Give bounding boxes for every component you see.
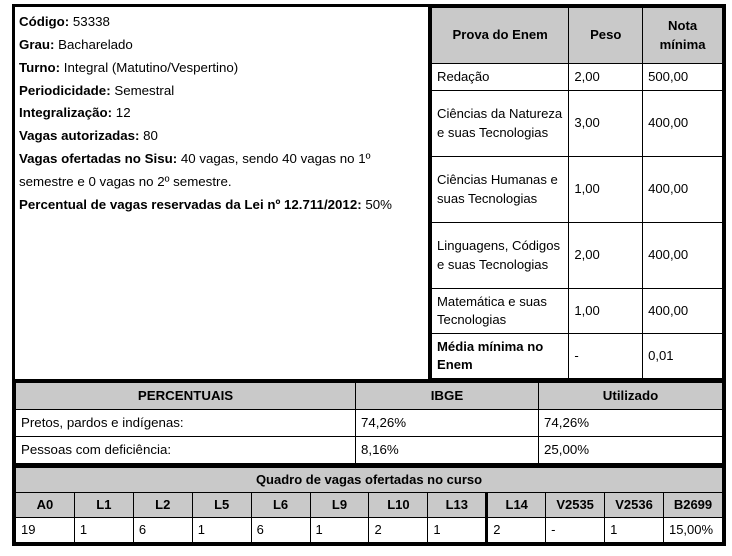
vagas-header-l14: L14 (487, 492, 546, 517)
info-line-integralizacao (19, 102, 426, 125)
percentuais-header-ibge: IBGE (356, 383, 539, 410)
percentuais-cell-label: Pessoas com deficiência: (16, 437, 356, 464)
vagas-header-l13: L13 (428, 492, 487, 517)
vagas-cell-l9: 1 (310, 517, 369, 542)
vagas-cell-a0: 19 (16, 517, 75, 542)
enem-row (432, 64, 723, 91)
percentuais-header-utilizado: Utilizado (539, 383, 723, 410)
percentuais-row (16, 437, 723, 464)
info-line-turno (19, 57, 426, 80)
percentuais-cell-utilizado: 25,00% (539, 437, 723, 464)
vagas-header-l5: L5 (192, 492, 251, 517)
enem-cell-prova: Ciências Humanas e suas Tecnologias (432, 157, 569, 223)
enem-cell-peso: - (569, 334, 643, 379)
enem-table (431, 7, 723, 379)
percentuais-cell-ibge: 74,26% (356, 410, 539, 437)
percentuais-cell-utilizado: 74,26% (539, 410, 723, 437)
enem-cell-peso: 1,00 (569, 289, 643, 334)
percentuais-row (16, 410, 723, 437)
info-value-grau: Bacharelado (54, 36, 133, 52)
info-value-turno: Integral (Matutino/Vespertino) (60, 59, 239, 75)
document-page (12, 4, 726, 552)
info-line-periodicidade (19, 80, 426, 103)
percentuais-cell-label: Pretos, pardos e indígenas: (16, 410, 356, 437)
enem-cell-nota: 400,00 (643, 91, 723, 157)
enem-cell-prova: Média mínima no Enem (432, 334, 569, 379)
info-label-grau: Grau: (19, 36, 55, 52)
vagas-cell-v2535: - (546, 517, 605, 542)
enem-cell-nota: 500,00 (643, 64, 723, 91)
vagas-header-l1: L1 (74, 492, 133, 517)
info-label-percentual-lei: Percentual de vagas reservadas da Lei nº 12.711/2012: (19, 196, 362, 212)
enem-cell-nota: 400,00 (643, 157, 723, 223)
vagas-cell-v2536: 1 (605, 517, 664, 542)
info-label-vagas-autorizadas: Vagas autorizadas: (19, 128, 140, 144)
vagas-cell-l1: 1 (74, 517, 133, 542)
enem-cell-nota: 0,01 (643, 334, 723, 379)
vagas-cell-b2699: 15,00% (663, 517, 722, 542)
enem-row (432, 223, 723, 289)
enem-cell-peso: 2,00 (569, 223, 643, 289)
enem-row (432, 157, 723, 223)
info-line-grau (19, 34, 426, 57)
vagas-header-l6: L6 (251, 492, 310, 517)
vagas-cell-l13: 1 (428, 517, 487, 542)
vagas-header-l2: L2 (133, 492, 192, 517)
info-value-codigo: 53338 (69, 14, 110, 29)
enem-cell-nota: 400,00 (643, 223, 723, 289)
percentuais-header-label: PERCENTUAIS (16, 383, 356, 410)
vagas-cell-l2: 6 (133, 517, 192, 542)
percentuais-header-row (16, 383, 723, 410)
vagas-header-b2699: B2699 (663, 492, 722, 517)
enem-table-wrap (431, 7, 723, 379)
vagas-header-v2536: V2536 (605, 492, 664, 517)
vagas-title: Quadro de vagas ofertadas no curso (16, 468, 723, 493)
enem-header-row (432, 8, 723, 64)
vagas-cell-l10: 2 (369, 517, 428, 542)
info-value-percentual-lei: 50% (361, 196, 392, 212)
top-block (12, 4, 726, 382)
enem-cell-nota: 400,00 (643, 289, 723, 334)
enem-cell-prova: Linguagens, Códigos e suas Tecnologias (432, 223, 569, 289)
course-info-panel (15, 7, 431, 379)
enem-cell-prova: Redação (432, 64, 569, 91)
vagas-value-row (16, 517, 723, 542)
percentuais-table (15, 382, 723, 464)
percentuais-cell-ibge: 8,16% (356, 437, 539, 464)
enem-header-nota: Nota mínima (643, 8, 723, 64)
enem-cell-peso: 1,00 (569, 157, 643, 223)
vagas-header-v2535: V2535 (546, 492, 605, 517)
info-label-integralizacao: Integralização: (19, 105, 113, 121)
enem-row-media-minima (432, 334, 723, 379)
enem-row (432, 289, 723, 334)
enem-cell-peso: 3,00 (569, 91, 643, 157)
vagas-cell-l14: 2 (487, 517, 546, 542)
percentuais-block (12, 382, 726, 467)
vagas-title-row (16, 468, 723, 493)
vagas-header-a0: A0 (16, 492, 75, 517)
info-line-codigo (19, 11, 426, 34)
info-label-turno: Turno: (19, 59, 61, 75)
info-value-periodicidade: Semestral (110, 82, 175, 98)
enem-header-prova: Prova do Enem (432, 8, 569, 64)
info-line-percentual-lei (19, 194, 426, 217)
info-value-vagas-autorizadas: 80 (139, 128, 158, 144)
info-label-vagas-sisu: Vagas ofertadas no Sisu: (19, 151, 178, 167)
info-label-codigo: Código: (19, 14, 70, 29)
info-line-vagas-sisu (19, 148, 426, 194)
info-label-periodicidade: Periodicidade: (19, 82, 111, 98)
enem-row (432, 91, 723, 157)
enem-cell-peso: 2,00 (569, 64, 643, 91)
vagas-header-l10: L10 (369, 492, 428, 517)
info-value-integralizacao: 12 (112, 105, 131, 121)
vagas-block (12, 467, 726, 546)
vagas-cell-l6: 6 (251, 517, 310, 542)
info-value-vagas-sisu: 40 vagas, sendo 40 vagas no 1º semestre e 0 vagas no 2º semestre. (19, 151, 371, 190)
enem-header-peso: Peso (569, 8, 643, 64)
vagas-table (15, 467, 723, 543)
vagas-header-l9: L9 (310, 492, 369, 517)
vagas-header-row (16, 492, 723, 517)
enem-cell-prova: Matemática e suas Tecnologias (432, 289, 569, 334)
vagas-cell-l5: 1 (192, 517, 251, 542)
info-line-vagas-autorizadas (19, 125, 426, 148)
enem-cell-prova: Ciências da Natureza e suas Tecnologias (432, 91, 569, 157)
